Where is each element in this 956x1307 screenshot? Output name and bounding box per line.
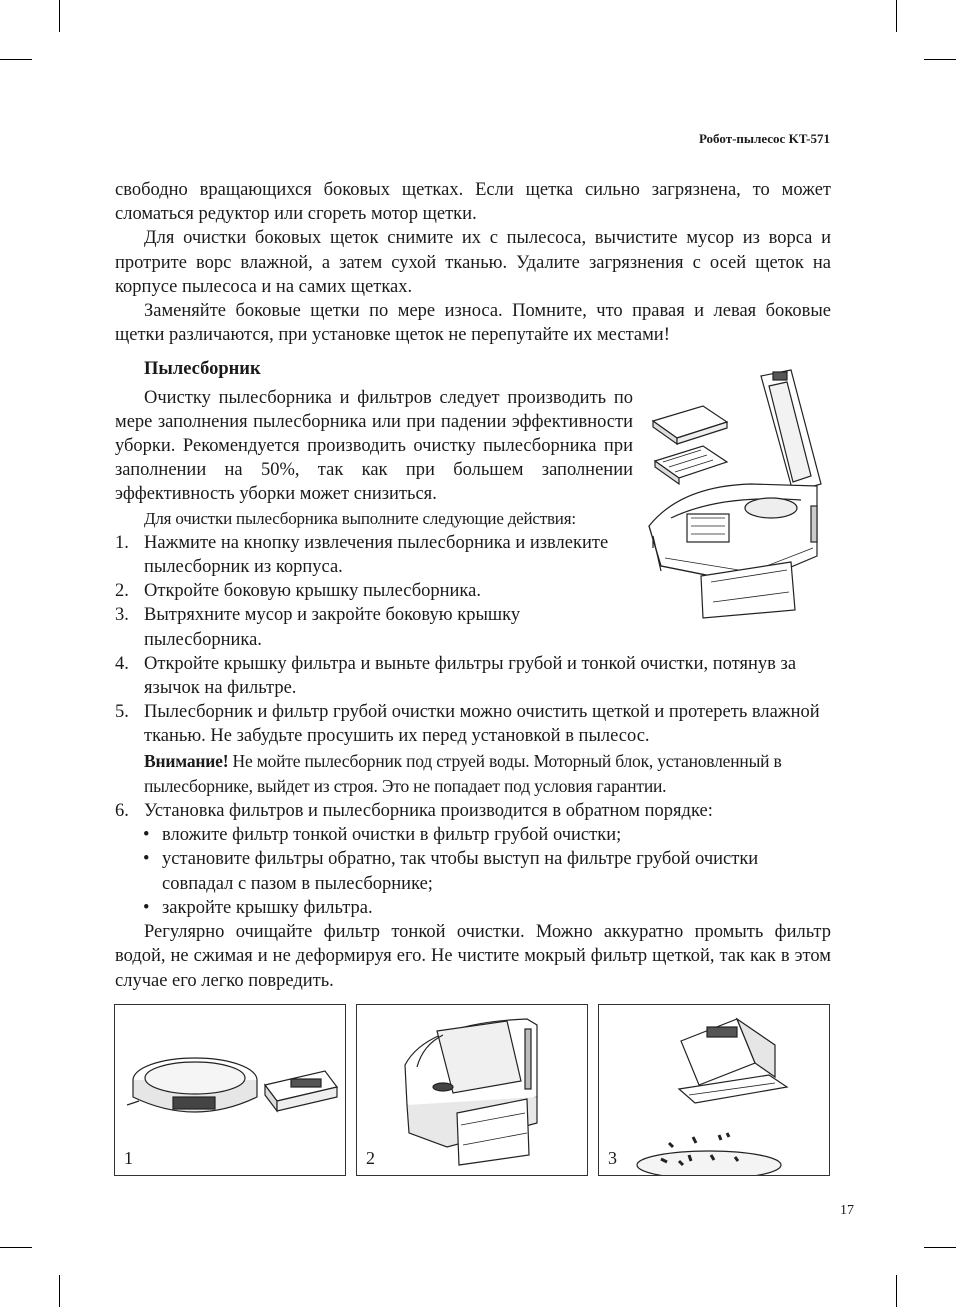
page-number: 17 bbox=[840, 1203, 854, 1218]
paragraph: Для очистки боковых щеток снимите их с пылесоса, вычистите мусор из ворса и протрите ворс влажной, а затем сухой тканью. Удалите загрязнения с осей щеток на корпусе пылесоса и на самих щетках. bbox=[115, 228, 831, 297]
warning-note: Внимание! Не мойте пылесборник под струей воды. Моторный блок, установленный в пылесборнике, выйдет из строя. Это не попадает под условия гарантии. bbox=[144, 750, 782, 796]
steps-list-top bbox=[115, 531, 633, 652]
crop-mark bbox=[59, 0, 60, 32]
crop-mark bbox=[0, 1247, 32, 1248]
section-heading: Пылесборник bbox=[144, 359, 261, 380]
figure-label: 1 bbox=[124, 1148, 133, 1168]
list-item: 2. Откройте боковую крышку пылесборника. bbox=[115, 581, 481, 602]
running-header: Робот-пылесос KT-571 bbox=[698, 131, 830, 146]
list-item: 5. Пылесборник и фильтр грубой очистки можно очистить щеткой и протереть влажной тканью. Не забудьте просушить их перед установкой в пылесос. Внимание! Не мойте пылесборник под струей воды. Моторный блок, установленный в пылесборнике, выйдет из строя. Это не попадает под условия гарантии. bbox=[115, 702, 820, 796]
dustbin-open-illustration bbox=[357, 1005, 587, 1175]
paragraph: Заменяйте боковые щетки по мере износа. Помните, что правая и левая боковые щетки различаются, при установке щеток не перепутайте их местами! bbox=[115, 301, 831, 346]
bullet-item: • закройте крышку фильтра. bbox=[143, 897, 373, 918]
dustbin-illustration bbox=[641, 366, 829, 624]
crop-mark bbox=[896, 1275, 897, 1307]
figure-label: 2 bbox=[366, 1148, 375, 1168]
list-item: 1. Нажмите на кнопку извлечения пылесборника и извлеките пылесборник из корпуса. bbox=[115, 532, 609, 578]
crop-mark bbox=[59, 1275, 60, 1307]
emptying-dustbin-illustration bbox=[599, 1005, 829, 1175]
robot-vacuum-illustration bbox=[115, 1005, 345, 1175]
list-item: 4. Откройте крышку фильтра и выньте фильтры грубой и тонкой очистки, потянув за язычок на фильтре. bbox=[115, 653, 797, 699]
closing-paragraph: Регулярно очищайте фильтр тонкой очистки. Можно аккуратно промыть фильтр водой, не сжимая и не деформируя его. Не чистите мокрый фильтр щеткой, так как в этом случае его легко повредить. bbox=[115, 922, 831, 991]
bullet-list bbox=[115, 823, 831, 920]
figure-step-1 bbox=[114, 1004, 346, 1176]
figure-label: 3 bbox=[608, 1148, 617, 1168]
wrapped-column bbox=[115, 386, 633, 652]
list-item: 6. Установка фильтров и пылесборника производится в обратном порядке: bbox=[115, 801, 713, 822]
steps-list-bottom bbox=[115, 652, 831, 823]
paragraph: свободно вращающихся боковых щетках. Если щетка сильно загрязнена, то может сломаться редуктор или сгореть мотор щетки. bbox=[115, 180, 831, 225]
crop-mark bbox=[0, 59, 32, 60]
section-intro: Очистку пылесборника и фильтров следует производить по мере заполнения пылесборника или при падении эффективности уборки. Рекомендуется производить очистку пылесборника при заполнении на 50%, так как при большем заполнении эффективность уборки может снизиться. bbox=[115, 387, 633, 505]
crop-mark bbox=[924, 1247, 956, 1248]
steps-lead: Для очистки пылесборника выполните следующие действия: bbox=[144, 508, 576, 528]
crop-mark bbox=[924, 59, 956, 60]
figure-step-3 bbox=[598, 1004, 830, 1176]
crop-mark bbox=[896, 0, 897, 32]
figure-step-2 bbox=[356, 1004, 588, 1176]
bullet-item: • вложите фильтр тонкой очистки в фильтр грубой очистки; bbox=[143, 825, 622, 846]
list-item: 3. Вытряхните мусор и закройте боковую крышку пылесборника. bbox=[115, 605, 521, 650]
bullet-item: • установите фильтры обратно, так чтобы выступ на фильтре грубой очистки совпадал с пазом в пылесборнике; bbox=[143, 849, 759, 894]
